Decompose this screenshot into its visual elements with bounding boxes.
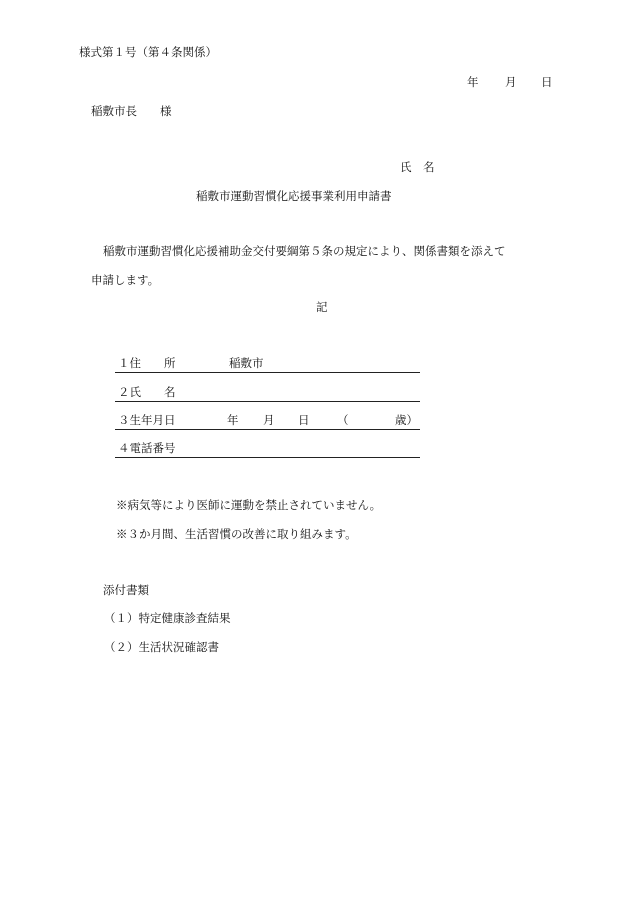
document-title: 稲敷市運動習慣化応援事業利用申請書: [196, 189, 392, 203]
form-number: 様式第１号（第４条関係）: [79, 45, 217, 59]
phone-label: ４電話番号: [118, 441, 176, 455]
address-value: 稲敷市: [229, 356, 264, 370]
date-month-label: 月: [505, 75, 517, 89]
attachment-item: （１）特定健康診査結果: [104, 611, 231, 625]
attachments-heading: 添付書類: [103, 583, 149, 597]
dob-label: ３生年月日: [118, 413, 176, 427]
address-label: １住 所: [118, 356, 176, 370]
dob-year-label: 年: [227, 413, 239, 427]
note-item: ※病気等により医師に運動を禁止されていません。: [116, 498, 382, 512]
body-text-line-1: 稲敷市運動習慣化応援補助金交付要綱第５条の規定により、関係書類を添えて: [103, 244, 506, 258]
body-text-line-2: 申請します。: [91, 273, 160, 287]
dob-age-open: （: [337, 413, 349, 427]
dob-month-label: 月: [263, 413, 275, 427]
attachment-item: （２）生活状況確認書: [104, 640, 219, 654]
dob-row: [115, 413, 420, 430]
dob-age-close: 歳）: [395, 413, 418, 427]
applicant-name-label: 氏 名: [400, 160, 435, 174]
phone-row: [115, 441, 420, 458]
ki-heading: 記: [316, 300, 328, 314]
date-year-label: 年: [467, 75, 479, 89]
name-row: [115, 385, 420, 402]
address-row: [115, 356, 420, 373]
note-item: ※３か月間、生活習慣の改善に取り組みます。: [116, 527, 357, 541]
name-label: ２氏 名: [118, 385, 176, 399]
addressee: 稲敷市長 様: [91, 104, 172, 118]
dob-day-label: 日: [298, 413, 310, 427]
date-day-label: 日: [541, 75, 553, 89]
